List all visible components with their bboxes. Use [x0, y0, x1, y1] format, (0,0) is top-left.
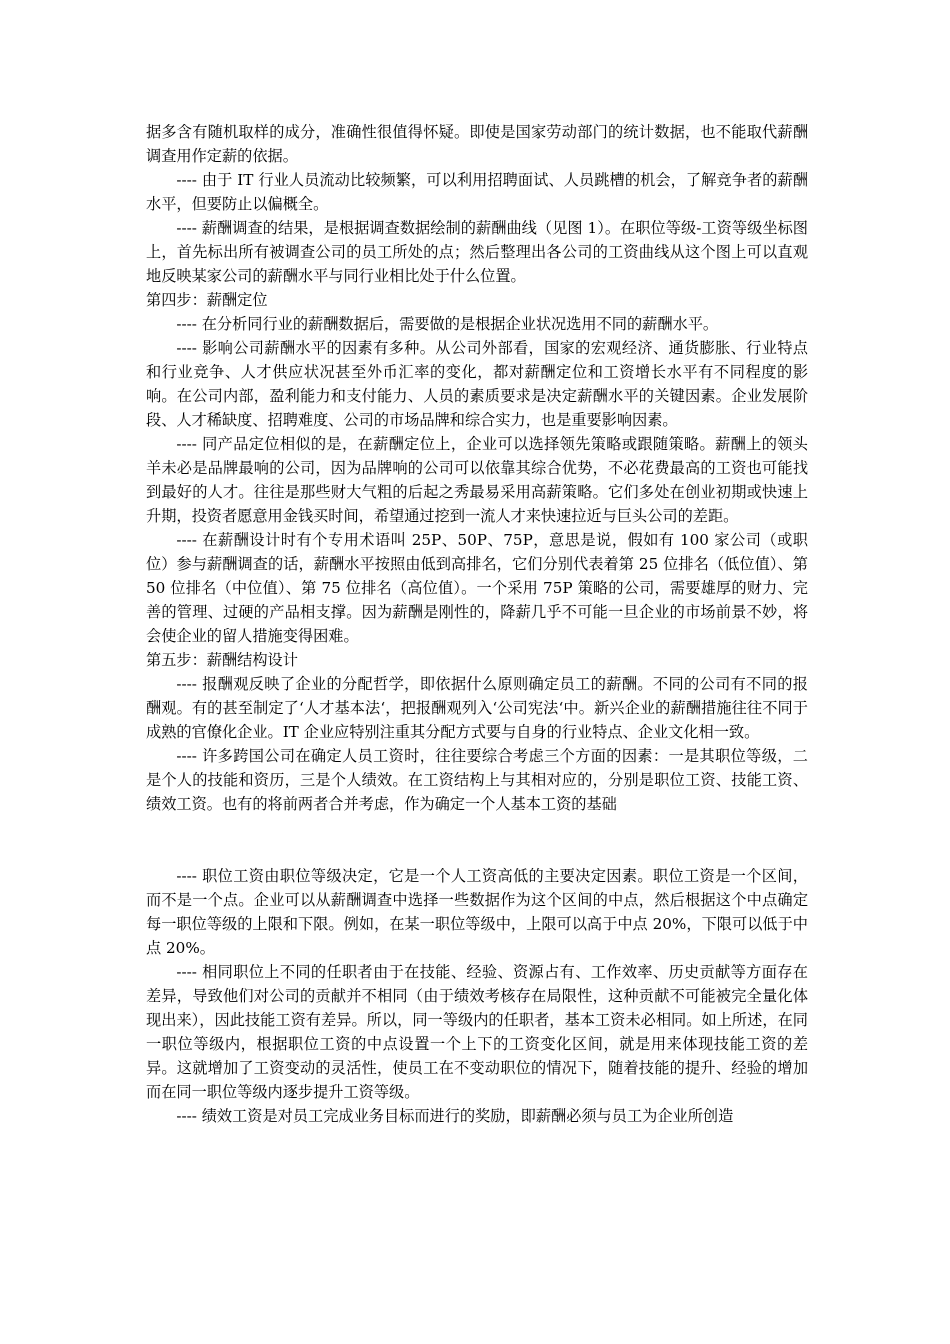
section-heading-step4: 第四步：薪酬定位 [146, 291, 268, 309]
paragraph: ---- 在分析同行业的薪酬数据后，需要做的是根据企业状况选用不同的薪酬水平。 [176, 315, 719, 333]
section-heading-step5: 第五步：薪酬结构设计 [146, 651, 298, 669]
document-page [146, 120, 808, 1128]
paragraph: ---- 同产品定位相似的是，在薪酬定位上，企业可以选择领先策略或跟随策略。薪酬上的领头羊未必是品牌最响的公司，因为品牌响的公司可以依靠其综合优势，不必花费最高的工资也可能找到最好的人才。往往是那些财大气粗的后起之秀最易采用高薪策略。它们多处在创业初期或快速上升期，投资者愿意用金钱买时间，希望通过挖到一流人才来快速拉近与巨头公司的差距。 [146, 435, 808, 525]
paragraph: ---- 在薪酬设计时有个专用术语叫 25P、50P、75P，意思是说，假如有 100 家公司（或职位）参与薪酬调查的话，薪酬水平按照由低到高排名，它们分别代表着第 25 位排名（低位值）、第 50 位排名（中位值）、第 75 位排名（高位值）。一个采用 75P 策略的公司，需要雄厚的财力、完善的管理、过硬的产品相支撑。因为薪酬是刚性的，降薪几乎不可能一旦企业的市场前景不妙，将会使企业的留人措施变得困难。 [146, 531, 808, 645]
paragraph-continuation: 据多含有随机取样的成分，准确性很值得怀疑。即使是国家劳动部门的统计数据，也不能取代薪酬调查用作定薪的依据。 [146, 123, 808, 165]
paragraph: ---- 报酬观反映了企业的分配哲学，即依据什么原则确定员工的薪酬。不同的公司有不同的报酬观。有的甚至制定了‘人才基本法‘，把报酬观列入‘公司宪法‘中。新兴企业的薪酬措施往往不同于成熟的官僚化企业。IT 企业应特别注重其分配方式要与自身的行业特点、企业文化相一致。 [146, 675, 808, 741]
paragraph: ---- 相同职位上不同的任职者由于在技能、经验、资源占有、工作效率、历史贡献等方面存在差异，导致他们对公司的贡献并不相同（由于绩效考核存在局限性，这种贡献不可能被完全量化体现出来），因此技能工资有差异。所以，同一等级内的任职者，基本工资未必相同。如上所述，在同一职位等级内，根据职位工资的中点设置一个上下的工资变化区间，就是用来体现技能工资的差异。这就增加了工资变动的灵活性，使员工在不变动职位的情况下，随着技能的提升、经验的增加而在同一职位等级内逐步提升工资等级。 [146, 963, 808, 1101]
paragraph: ---- 由于 IT 行业人员流动比较频繁，可以利用招聘面试、人员跳槽的机会，了解竞争者的薪酬水平，但要防止以偏概全。 [146, 171, 808, 213]
paragraph: ---- 绩效工资是对员工完成业务目标而进行的奖励，即薪酬必须与员工为企业所创造 [176, 1107, 734, 1125]
paragraph: ---- 许多跨国公司在确定人员工资时，往往要综合考虑三个方面的因素：一是其职位等级，二是个人的技能和资历，三是个人绩效。在工资结构上与其相对应的，分别是职位工资、技能工资、绩效工资。也有的将前两者合并考虑，作为确定一个人基本工资的基础 [146, 747, 808, 813]
paragraph: ---- 职位工资由职位等级决定，它是一个人工资高低的主要决定因素。职位工资是一个区间，而不是一个点。企业可以从薪酬调查中选择一些数据作为这个区间的中点，然后根据这个中点确定每一职位等级的上限和下限。例如，在某一职位等级中，上限可以高于中点 20%，下限可以低于中点 20%。 [146, 867, 808, 957]
paragraph: ---- 影响公司薪酬水平的因素有多种。从公司外部看，国家的宏观经济、通货膨胀、行业特点和行业竞争、人才供应状况甚至外币汇率的变化，都对薪酬定位和工资增长水平有不同程度的影响。在公司内部，盈利能力和支付能力、人员的素质要求是决定薪酬水平的关键因素。企业发展阶段、人才稀缺度、招聘难度、公司的市场品牌和综合实力，也是重要影响因素。 [146, 339, 808, 429]
blank-gap [146, 816, 808, 864]
paragraph: ---- 薪酬调查的结果，是根据调查数据绘制的薪酬曲线（见图 1）。在职位等级-工资等级坐标图上，首先标出所有被调查公司的员工所处的点；然后整理出各公司的工资曲线从这个图上可以直观地反映某家公司的薪酬水平与同行业相比处于什么位置。 [146, 219, 808, 285]
